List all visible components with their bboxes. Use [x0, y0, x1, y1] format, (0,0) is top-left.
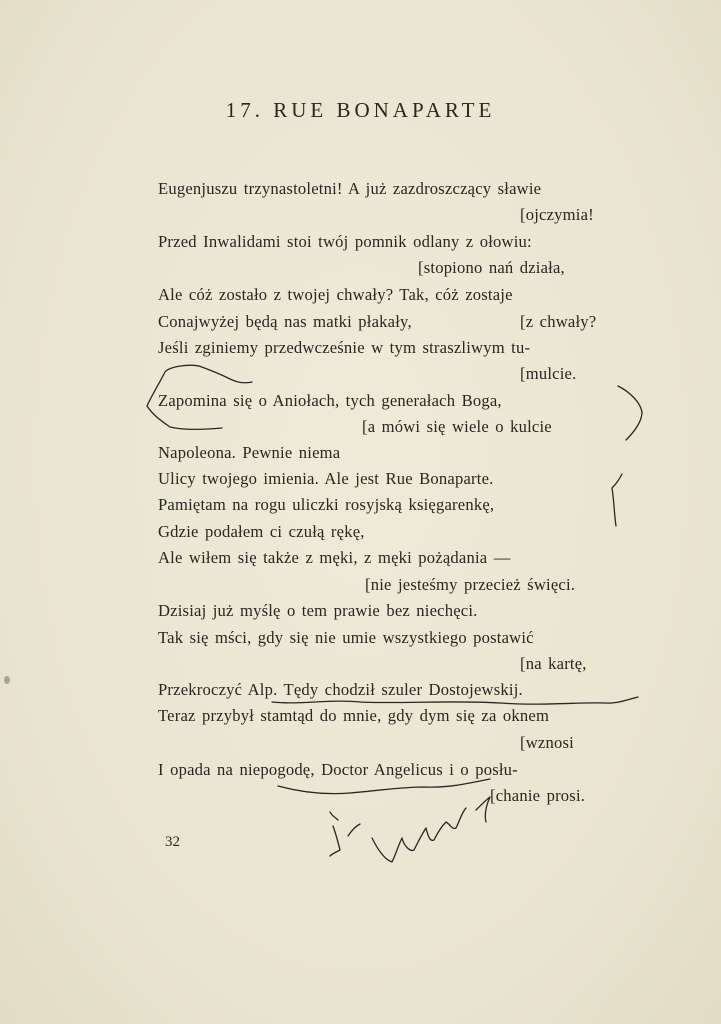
poem-line-15: Ale wiłem się także z męki, z męki pożądania —: [158, 548, 511, 567]
poem-line-13: Pamiętam na rogu uliczki rosyjską księgarenkę,: [158, 495, 495, 514]
poem-line-3: Przed Inwalidami stoi twój pomnik odlany z ołowiu:: [158, 232, 532, 251]
page-title: 17. RUE BONAPARTE: [225, 98, 496, 122]
poem-line-21: Teraz przybył stamtąd do mnie, gdy dym się za oknem: [158, 706, 550, 725]
poem-line-23: I opada na niepogodę, Doctor Angelicus i o posłu-: [158, 760, 518, 779]
page-number: 32: [165, 834, 180, 850]
poem-line-24: [chanie prosi.: [490, 786, 586, 805]
poem-line-11: Napoleona. Pewnie niema: [158, 443, 341, 462]
poem-line-8: [mulcie.: [520, 364, 577, 383]
poem-line-7: Jeśli zginiemy przedwcześnie w tym straszliwym tu-: [158, 338, 531, 357]
poem-line-4: [stopiono nań działa,: [418, 258, 565, 277]
poem-line-17: Dzisiaj już myślę o tem prawie bez niechęci.: [158, 601, 478, 620]
poem-line-16: [nie jesteśmy przecież święci.: [365, 575, 576, 594]
poem-line-6b: [z chwały?: [520, 312, 597, 331]
handwritten-signature: [330, 797, 490, 862]
underline-mark: [272, 697, 638, 704]
parenthesis-mark-right: [618, 386, 642, 440]
squiggle-mark: [199, 366, 252, 383]
poem-line-20: Przekroczyć Alp. Tędy chodził szuler Dostojewskij.: [158, 680, 523, 699]
poem-line-9: Zapomina się o Aniołach, tych generałach Boga,: [158, 391, 502, 410]
poem-line-18: Tak się mści, gdy się nie umie wszystkiego postawić: [158, 628, 534, 647]
poem-line-14: Gdzie podałem ci czułą rękę,: [158, 522, 365, 541]
poem-line-12: Ulicy twojego imienia. Ale jest Rue Bonaparte.: [158, 469, 494, 488]
poem-line-19: [na kartę,: [520, 654, 587, 673]
vertical-bar-mark: [612, 474, 622, 526]
bracket-mark-left: [147, 365, 222, 429]
poem-line-2: [ojczymia!: [520, 205, 594, 224]
poem-line-1: Eugenjuszu trzynastoletni! A już zazdroszczący sławie: [158, 179, 542, 198]
poem-line-6: Conajwyżej będą nas matki płakały,: [158, 312, 412, 331]
underline-mark-2: [278, 779, 490, 794]
poem-line-5: Ale cóż zostało z twojej chwały? Tak, cóż zostaje: [158, 285, 513, 304]
poem-line-10: [a mówi się wiele o kulcie: [362, 417, 552, 436]
poem-line-22: [wznosi: [520, 733, 574, 752]
